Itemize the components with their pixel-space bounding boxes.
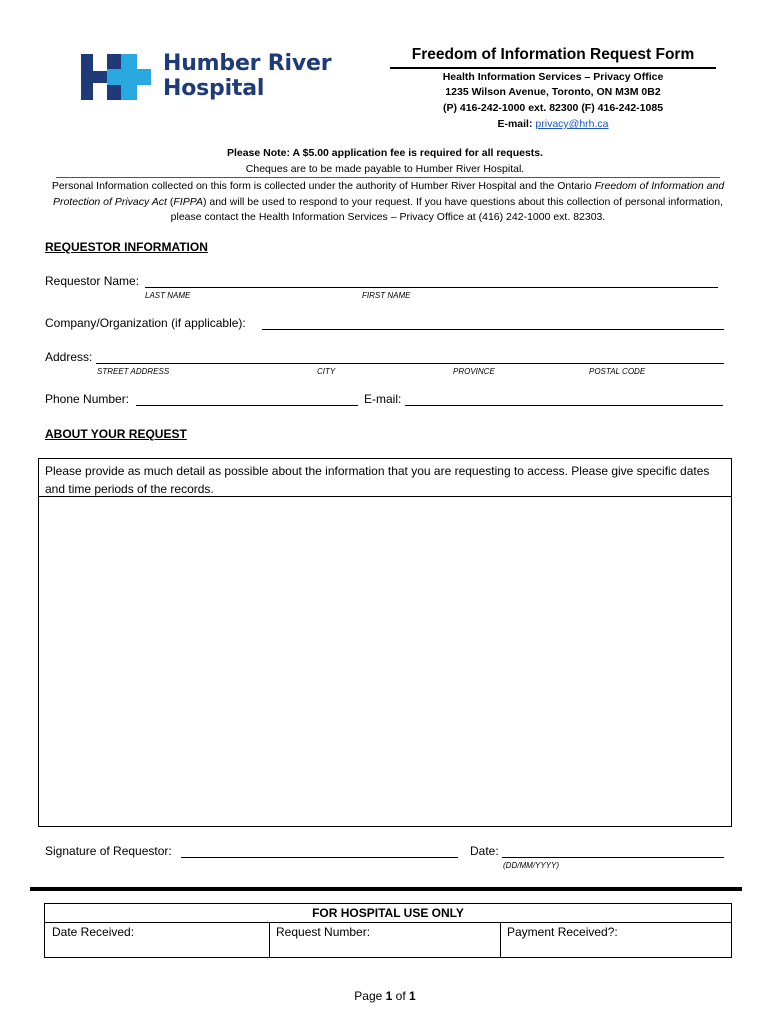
- office-name: Health Information Services – Privacy Office: [442, 71, 664, 83]
- request-number-label: Request Number:: [276, 925, 371, 939]
- requestor-name-label: Requestor Name:: [45, 274, 140, 288]
- phone-label: Phone Number:: [45, 392, 130, 406]
- page-total: 1: [409, 989, 416, 1003]
- form-title: Freedom of Information Request Form: [411, 46, 695, 63]
- phone-field[interactable]: [136, 405, 358, 406]
- request-instructions: Please provide as much detail as possible about the information that you are requesting to access. Please give specific dates and time periods of the records.: [45, 464, 710, 496]
- city-caption: CITY: [317, 367, 336, 376]
- table-col-divider-1: [269, 922, 270, 957]
- logo-line-1: Humber River: [163, 51, 332, 76]
- office-phone-fax: (P) 416-242-1000 ext. 82300 (F) 416-242-1085: [442, 102, 664, 114]
- payment-received-label: Payment Received?:: [507, 925, 618, 939]
- email-label: E-mail:: [497, 118, 533, 130]
- notice-act-abbrev: FIPPA: [173, 195, 203, 208]
- request-details-input[interactable]: [39, 497, 731, 826]
- request-heading: ABOUT YOUR REQUEST: [45, 427, 187, 441]
- signature-label: Signature of Requestor:: [45, 844, 172, 858]
- notice-act-name: Freedom of Information and Protection of Privacy Act: [52, 180, 725, 208]
- table-header-divider: [45, 922, 731, 923]
- notice-text-2: (: [166, 195, 174, 208]
- request-details-box: [38, 458, 732, 827]
- company-label: Company/Organization (if applicable):: [45, 316, 246, 330]
- cheque-note: Cheques are to be made payable to Humber River Hospital.: [245, 163, 525, 175]
- notice-text-3: ) and will be used to respond to your request. If you have questions about this collection of personal information, please contact the Health Information Services – Privacy Office at (416) 242-1000 ext. 82303.: [170, 195, 724, 223]
- address-label: Address:: [45, 350, 93, 364]
- logo-line-2: Hospital: [163, 76, 265, 101]
- requestor-email-label: E-mail:: [364, 392, 402, 406]
- first-name-caption: FIRST NAME: [362, 291, 411, 300]
- office-email-row: [390, 118, 716, 130]
- address-field[interactable]: [96, 363, 724, 364]
- hospital-cross-logo-icon: [81, 54, 151, 100]
- requestor-email-field[interactable]: [405, 405, 723, 406]
- page-number: [0, 989, 770, 1003]
- office-address: 1235 Wilson Avenue, Toronto, ON M3M 0B2: [445, 86, 661, 98]
- province-caption: PROVINCE: [453, 367, 495, 376]
- table-col-divider-2: [500, 922, 501, 957]
- signature-date-label: Date:: [470, 844, 499, 858]
- date-format-caption: (DD/MM/YYYY): [503, 861, 559, 870]
- company-field[interactable]: [262, 329, 724, 330]
- requestor-heading: REQUESTOR INFORMATION: [45, 240, 208, 254]
- notice-text-1: Personal Information collected on this form is collected under the authority of Humber River Hospital and the Ontario: [51, 180, 595, 192]
- signature-date-field[interactable]: [502, 857, 724, 858]
- signature-field[interactable]: [181, 857, 458, 858]
- of-word: of: [395, 989, 406, 1003]
- notice-divider: [56, 177, 720, 178]
- section-divider: [30, 887, 742, 891]
- hospital-use-table: [44, 903, 732, 958]
- street-caption: STREET ADDRESS: [97, 367, 170, 376]
- fee-note: Please Note: A $5.00 application fee is required for all requests.: [226, 147, 544, 159]
- last-name-caption: LAST NAME: [145, 291, 191, 300]
- logo-wordmark: [163, 51, 331, 101]
- page-current: 1: [385, 989, 393, 1003]
- hospital-use-title: FOR HOSPITAL USE ONLY: [312, 906, 464, 920]
- privacy-notice: [48, 179, 728, 226]
- date-received-label: Date Received:: [52, 925, 135, 939]
- page-word: Page: [354, 989, 383, 1003]
- title-divider: [390, 67, 716, 69]
- requestor-name-field[interactable]: [145, 287, 718, 288]
- postal-caption: POSTAL CODE: [589, 367, 646, 376]
- privacy-email-link[interactable]: privacy@hrh.ca: [535, 118, 609, 130]
